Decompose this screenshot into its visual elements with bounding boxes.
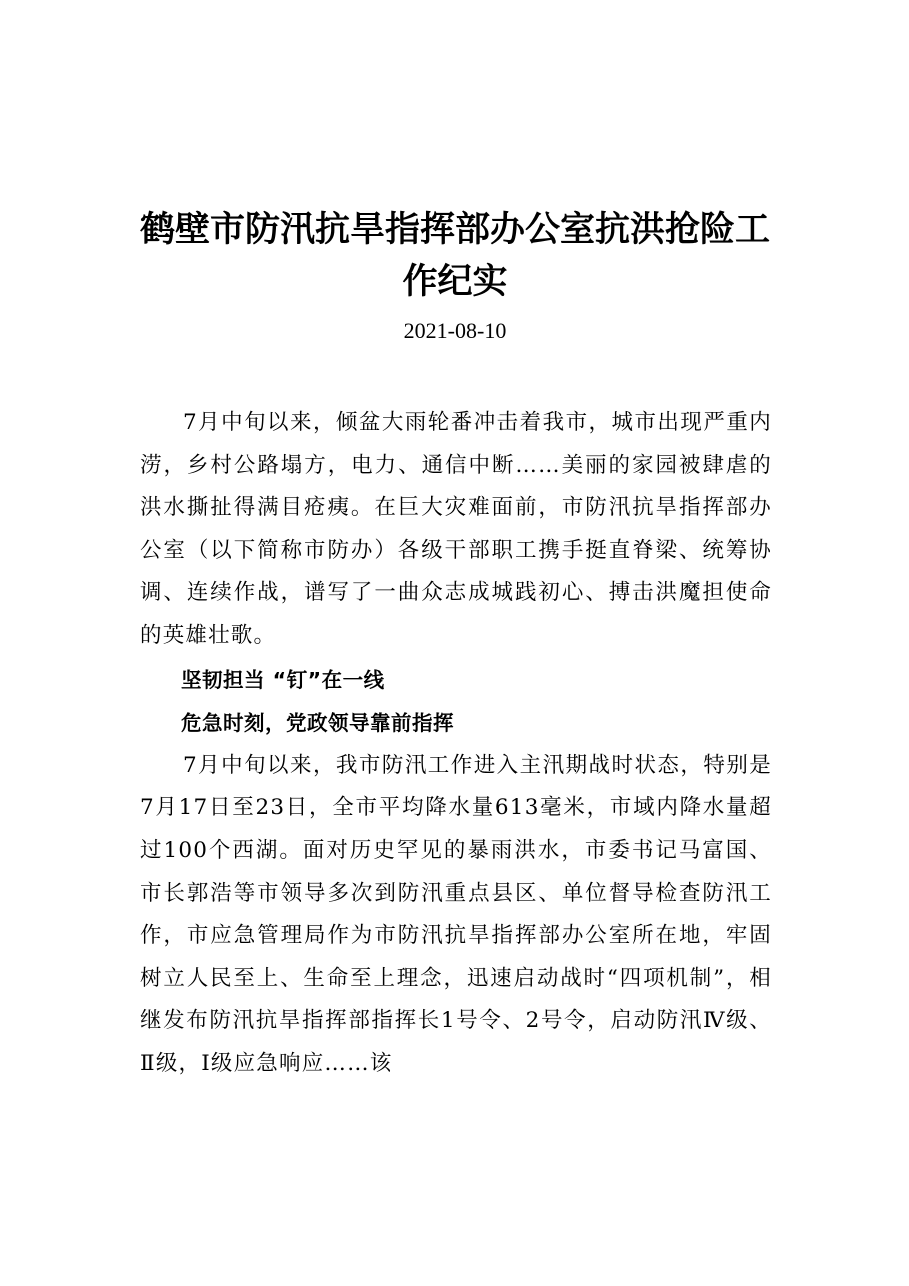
document-date: 2021-08-10 — [403, 318, 507, 343]
intro-paragraph: 7月中旬以来，倾盆大雨轮番冲击着我市，城市出现严重内涝，乡村公路塌方，电力、通信中断……美丽的家园被肆虐的洪水撕扯得满目疮痍。在巨大灾难面前，市防汛抗旱指挥部办公室（以下简称市防办）各级干部职工携手挺直脊梁、统筹协调、连续作战，谱写了一曲众志成城践初心、搏击洪魔担使命的英雄壮歌。 — [140, 410, 772, 648]
section-heading: 坚韧担当 “钉”在一线 — [181, 667, 385, 692]
subsection-heading: 危急时刻，党政领导靠前指挥 — [181, 711, 454, 736]
document-title: 鹤壁市防汛抗旱指挥部办公室抗洪抢险工作纪实 — [140, 209, 771, 302]
body-paragraph: 7月中旬以来，我市防汛工作进入主汛期战时状态，特别是7月17日至23日，全市平均降水量613毫米，市域内降水量超过100个西湖。面对历史罕见的暴雨洪水，市委书记马富国、市长郭浩等市领导多次到防汛重点县区、单位督导检查防汛工作，市应急管理局作为市防汛抗旱指挥部办公室所在地，牢固树立人民至上、生命至上理念，迅速启动战时“四项机制”，相继发布防汛抗旱指挥部指挥长1号令、2号令，启动防汛Ⅳ级、Ⅱ级，Ⅰ级应急响应……该 — [140, 752, 772, 1076]
document-body — [140, 402, 772, 1086]
